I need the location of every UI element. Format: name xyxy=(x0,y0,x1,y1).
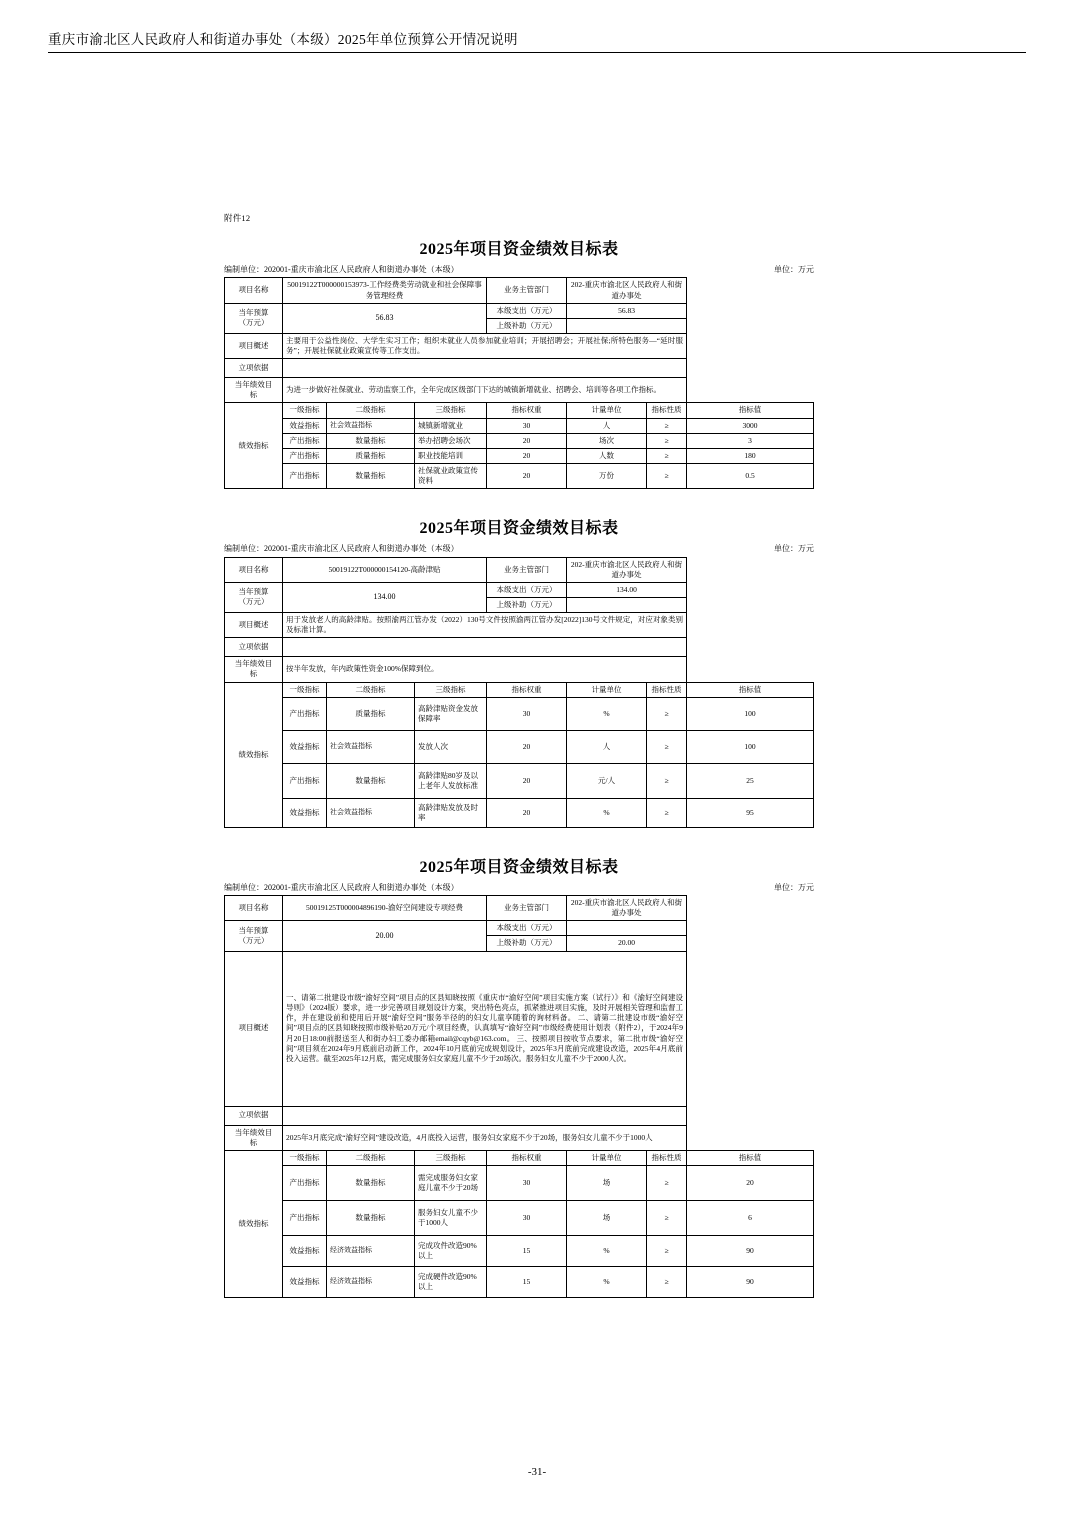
indicator-row xyxy=(225,1165,814,1200)
col-nature: 指标性质 xyxy=(647,403,687,418)
indicator-lv3: 社保就业政策宣传资料 xyxy=(415,463,487,488)
label-annual-goal: 当年绩效目 标 xyxy=(225,378,283,403)
indicator-value: 3 xyxy=(687,433,814,448)
label-own-spend: 本级支出（万元） xyxy=(487,582,567,597)
value-current-budget: 20.00 xyxy=(283,921,487,951)
label-upper-subsidy: 上级补助（万元） xyxy=(487,318,567,333)
label-perf-indicator: 绩效指标 xyxy=(225,682,283,827)
label-current-budget: 当年预算 （万元） xyxy=(225,921,283,951)
indicator-row xyxy=(225,1200,814,1235)
indicator-row xyxy=(225,448,814,463)
amount-unit-note: 单位：万元 xyxy=(774,265,814,274)
label-dept: 业务主管部门 xyxy=(487,278,567,303)
indicator-lv3: 城镇新增就业 xyxy=(415,418,487,433)
indicator-nature: ≥ xyxy=(647,798,687,827)
indicator-lv1: 产出指标 xyxy=(283,1165,327,1200)
label-own-spend: 本级支出（万元） xyxy=(487,303,567,318)
indicator-nature: ≥ xyxy=(647,1235,687,1266)
value-current-budget: 56.83 xyxy=(283,303,487,333)
indicator-lv3: 高龄津贴80岁及以上老年人发放标准 xyxy=(415,763,487,798)
col-lv2: 二级指标 xyxy=(327,403,415,418)
value-annual-goal: 按半年发放，年内政策性资金100%保障到位。 xyxy=(283,657,687,682)
indicator-nature: ≥ xyxy=(647,697,687,730)
table-title: 2025年项目资金绩效目标表 xyxy=(419,241,619,258)
indicator-weight: 30 xyxy=(487,418,567,433)
compiler-unit: 编制单位：202001-重庆市渝北区人民政府人和街道办事处（本级） xyxy=(224,265,459,274)
table-row xyxy=(225,403,814,418)
label-project-summary: 项目概述 xyxy=(225,613,283,638)
label-project-name: 项目名称 xyxy=(225,278,283,303)
col-value: 指标值 xyxy=(687,1150,814,1165)
indicator-value: 100 xyxy=(687,730,814,763)
table-row xyxy=(225,921,814,936)
col-nature: 指标性质 xyxy=(647,682,687,697)
indicator-row xyxy=(225,1235,814,1266)
performance-table xyxy=(224,277,814,489)
label-annual-goal: 当年绩效目 标 xyxy=(225,657,283,682)
indicator-lv1: 效益指标 xyxy=(283,1266,327,1297)
indicator-unit: 场 xyxy=(567,1200,647,1235)
label-current-budget: 当年预算 （万元） xyxy=(225,582,283,612)
indicator-value: 180 xyxy=(687,448,814,463)
indicator-row xyxy=(225,463,814,488)
table-row xyxy=(225,951,814,1106)
compiler-unit: 编制单位：202001-重庆市渝北区人民政府人和街道办事处（本级） xyxy=(224,882,459,892)
indicator-lv1: 产出指标 xyxy=(283,763,327,798)
indicator-lv1: 效益指标 xyxy=(283,798,327,827)
indicator-lv2: 经济效益指标 xyxy=(327,1235,415,1266)
amount-unit-note: 单位：万元 xyxy=(774,882,814,892)
indicator-row xyxy=(225,433,814,448)
table-row xyxy=(225,657,814,682)
value-own-spend xyxy=(567,921,687,936)
indicator-lv3: 发放人次 xyxy=(415,730,487,763)
indicator-weight: 15 xyxy=(487,1266,567,1297)
indicator-nature: ≥ xyxy=(647,730,687,763)
indicator-lv2: 数量指标 xyxy=(327,463,415,488)
performance-table-section xyxy=(224,854,814,1298)
amount-unit-note: 单位：万元 xyxy=(774,544,814,554)
col-unit: 计量单位 xyxy=(567,1150,647,1165)
indicator-lv3: 高龄津贴发放及时率 xyxy=(415,798,487,827)
indicator-unit: 场 xyxy=(567,1165,647,1200)
col-weight: 指标权重 xyxy=(487,403,567,418)
indicator-lv1: 效益指标 xyxy=(283,730,327,763)
indicator-weight: 20 xyxy=(487,730,567,763)
page-header: 重庆市渝北区人民政府人和街道办事处（本级）2025年单位预算公开情况说明 xyxy=(48,32,518,47)
indicator-nature: ≥ xyxy=(647,1200,687,1235)
table-row xyxy=(225,557,814,582)
table-meta xyxy=(224,883,814,893)
performance-table xyxy=(224,895,814,1298)
table-row xyxy=(225,278,814,303)
indicator-lv2: 质量指标 xyxy=(327,697,415,730)
label-perf-indicator: 绩效指标 xyxy=(225,1150,283,1297)
indicator-row xyxy=(225,1266,814,1297)
indicator-lv3: 完成攻件改造90%以上 xyxy=(415,1235,487,1266)
indicator-weight: 20 xyxy=(487,763,567,798)
indicator-lv2: 经济效益指标 xyxy=(327,1266,415,1297)
indicator-value: 3000 xyxy=(687,418,814,433)
value-own-spend: 56.83 xyxy=(567,303,687,318)
indicator-lv1: 产出指标 xyxy=(283,1200,327,1235)
value-project-name: 50019125T000004896190-渝好空间建设专项经费 xyxy=(283,896,487,921)
document-body xyxy=(224,212,814,1298)
indicator-nature: ≥ xyxy=(647,418,687,433)
indicator-lv2: 社会效益指标 xyxy=(327,418,415,433)
value-approval-basis xyxy=(283,359,687,378)
indicator-unit: % xyxy=(567,697,647,730)
indicator-lv1: 产出指标 xyxy=(283,697,327,730)
col-lv3: 三级指标 xyxy=(415,403,487,418)
label-project-summary: 项目概述 xyxy=(225,951,283,1106)
indicator-lv2: 数量指标 xyxy=(327,1200,415,1235)
label-project-name: 项目名称 xyxy=(225,896,283,921)
value-current-budget: 134.00 xyxy=(283,582,487,612)
value-annual-goal: 为进一步做好社保就业、劳动监察工作，全年完成区级部门下达的城镇新增就业、招聘会、培训等各项工作指标。 xyxy=(283,378,687,403)
table-row xyxy=(225,303,814,318)
label-current-budget: 当年预算 （万元） xyxy=(225,303,283,333)
col-lv2: 二级指标 xyxy=(327,682,415,697)
indicator-weight: 30 xyxy=(487,1200,567,1235)
value-upper-subsidy: 20.00 xyxy=(567,936,687,951)
col-value: 指标值 xyxy=(687,403,814,418)
indicator-lv3: 职业技能培训 xyxy=(415,448,487,463)
indicator-row xyxy=(225,418,814,433)
label-project-name: 项目名称 xyxy=(225,557,283,582)
table-meta xyxy=(224,544,814,554)
compiler-unit: 编制单位：202001-重庆市渝北区人民政府人和街道办事处（本级） xyxy=(224,544,459,554)
indicator-unit: 场次 xyxy=(567,433,647,448)
label-upper-subsidy: 上级补助（万元） xyxy=(487,936,567,951)
indicator-unit: 万份 xyxy=(567,463,647,488)
indicator-lv3: 服务妇女儿童不少于1000人 xyxy=(415,1200,487,1235)
indicator-lv2: 数量指标 xyxy=(327,433,415,448)
value-project-summary: 用于发放老人的高龄津贴。按照渝两江管办发（2022）130号文件按照渝两江管办发[2022]130号文件规定，对应对象类别及标准计算。 xyxy=(283,613,687,638)
col-lv1: 一级指标 xyxy=(283,403,327,418)
col-lv1: 一级指标 xyxy=(283,1150,327,1165)
table-row xyxy=(225,613,814,638)
table-row xyxy=(225,1125,814,1150)
indicator-lv3: 高龄津贴资金发放保障率 xyxy=(415,697,487,730)
table-row xyxy=(225,1106,814,1125)
col-weight: 指标权重 xyxy=(487,682,567,697)
indicator-unit: % xyxy=(567,1235,647,1266)
indicator-lv2: 质量指标 xyxy=(327,448,415,463)
performance-table-section xyxy=(224,236,814,489)
indicator-lv1: 产出指标 xyxy=(283,463,327,488)
value-approval-basis xyxy=(283,1106,687,1125)
indicator-lv3: 完成硬件改造90%以上 xyxy=(415,1266,487,1297)
indicator-unit: 元/人 xyxy=(567,763,647,798)
col-unit: 计量单位 xyxy=(567,403,647,418)
indicator-unit: % xyxy=(567,798,647,827)
col-lv1: 一级指标 xyxy=(283,682,327,697)
indicator-lv1: 效益指标 xyxy=(283,418,327,433)
indicator-weight: 20 xyxy=(487,463,567,488)
col-unit: 计量单位 xyxy=(567,682,647,697)
indicator-value: 100 xyxy=(687,697,814,730)
indicator-unit: % xyxy=(567,1266,647,1297)
indicator-unit: 人数 xyxy=(567,448,647,463)
value-own-spend: 134.00 xyxy=(567,582,687,597)
value-upper-subsidy xyxy=(567,318,687,333)
label-approval-basis: 立项依据 xyxy=(225,359,283,378)
indicator-nature: ≥ xyxy=(647,433,687,448)
indicator-value: 0.5 xyxy=(687,463,814,488)
label-annual-goal: 当年绩效目 标 xyxy=(225,1125,283,1150)
indicator-value: 95 xyxy=(687,798,814,827)
indicator-lv1: 产出指标 xyxy=(283,448,327,463)
label-dept: 业务主管部门 xyxy=(487,557,567,582)
indicator-nature: ≥ xyxy=(647,1165,687,1200)
indicator-weight: 20 xyxy=(487,433,567,448)
value-annual-goal: 2025年3月底完成“渝好空间”建设改造，4月底投入运营，服务妇女家庭不少于20场，服务妇女儿童不少于1000人 xyxy=(283,1125,687,1150)
performance-table xyxy=(224,557,814,828)
table-row xyxy=(225,1150,814,1165)
indicator-row xyxy=(225,763,814,798)
value-project-name: 50019122T000000154120-高龄津贴 xyxy=(283,557,487,582)
table-title: 2025年项目资金绩效目标表 xyxy=(419,858,619,876)
label-own-spend: 本级支出（万元） xyxy=(487,921,567,936)
header-divider xyxy=(48,52,1026,53)
indicator-lv2: 社会效益指标 xyxy=(327,730,415,763)
indicator-lv3: 需完成服务妇女家庭儿童不少于20场 xyxy=(415,1165,487,1200)
table-row xyxy=(225,582,814,597)
label-dept: 业务主管部门 xyxy=(487,896,567,921)
indicator-row xyxy=(225,798,814,827)
indicator-lv2: 数量指标 xyxy=(327,763,415,798)
indicator-nature: ≥ xyxy=(647,763,687,798)
label-perf-indicator: 绩效指标 xyxy=(225,403,283,489)
value-dept: 202-重庆市渝北区人民政府人和街道办事处 xyxy=(567,557,687,582)
indicator-lv2: 数量指标 xyxy=(327,1165,415,1200)
col-weight: 指标权重 xyxy=(487,1150,567,1165)
label-project-summary: 项目概述 xyxy=(225,333,283,358)
value-project-summary: 主要用于公益性岗位、大学生实习工作；组织未就业人员参加就业培训；开展招聘会；开展社保;所特色服务—“延时服务”；开展社保就业政策宣传等工作支出。 xyxy=(283,333,687,358)
page-number: -31- xyxy=(527,1466,547,1478)
indicator-nature: ≥ xyxy=(647,448,687,463)
indicator-lv1: 效益指标 xyxy=(283,1235,327,1266)
indicator-weight: 20 xyxy=(487,798,567,827)
indicator-weight: 20 xyxy=(487,448,567,463)
col-nature: 指标性质 xyxy=(647,1150,687,1165)
label-approval-basis: 立项依据 xyxy=(225,1106,283,1125)
indicator-value: 6 xyxy=(687,1200,814,1235)
label-approval-basis: 立项依据 xyxy=(225,638,283,657)
col-value: 指标值 xyxy=(687,682,814,697)
value-dept: 202-重庆市渝北区人民政府人和街道办事处 xyxy=(567,896,687,921)
indicator-row xyxy=(225,730,814,763)
performance-table-section xyxy=(224,515,814,828)
table-meta xyxy=(224,265,814,275)
attachment-label: 附件12 xyxy=(224,213,251,223)
table-row xyxy=(225,638,814,657)
indicator-value: 90 xyxy=(687,1235,814,1266)
table-row xyxy=(225,896,814,921)
value-dept: 202-重庆市渝北区人民政府人和街道办事处 xyxy=(567,278,687,303)
col-lv3: 三级指标 xyxy=(415,1150,487,1165)
indicator-nature: ≥ xyxy=(647,463,687,488)
value-approval-basis xyxy=(283,638,687,657)
value-project-summary: 一、请第二批建设市级“渝好空间”项目点的区县知晓按照《重庆市“渝好空间”项目实施方案（试行）》和《渝好空间建设导则》（2024版）要求，进一步完善项目规划设计方案，突出特色亮点，抓紧推进项目实施，及时开展相关管理和监督工作，并在建设前和使用后开展“渝好空间”服务半径的的妇女儿童享随着的询材料备。 二、请第二批建设市级“渝好空间”项目点的区县知晓按照市级补贴20万元/个项目经费，认真填写“渝好空间”市级经费使用计划表（附件2），于2024年9月20日18:00前报送至人和街办妇工委办邮箱email@cqyb@163.com。 三、按照项目按收节点要求，第二批市级“渝好空间”项目须在2024年9月底前启动新工作，2024年10月底前完成规划设计，2025年3月底前完成建设改造，2025年4月底前投入运营。截至2025年12月底，需完成服务妇女家庭儿童不少于20场次。服务妇女儿童不少于2000人次。 xyxy=(283,951,687,1106)
indicator-unit: 人 xyxy=(567,730,647,763)
table-row xyxy=(225,378,814,403)
indicator-weight: 30 xyxy=(487,697,567,730)
indicator-lv2: 社会效益指标 xyxy=(327,798,415,827)
table-title: 2025年项目资金绩效目标表 xyxy=(419,520,619,538)
indicator-value: 90 xyxy=(687,1266,814,1297)
indicator-lv1: 产出指标 xyxy=(283,433,327,448)
indicator-value: 25 xyxy=(687,763,814,798)
indicator-value: 20 xyxy=(687,1165,814,1200)
indicator-lv3: 举办招聘会场次 xyxy=(415,433,487,448)
value-project-name: 50019122T000000153973-工作经费类劳动就业和社会保障事务管理经费 xyxy=(283,278,487,303)
indicator-weight: 30 xyxy=(487,1165,567,1200)
table-row xyxy=(225,333,814,358)
table-row xyxy=(225,359,814,378)
indicator-nature: ≥ xyxy=(647,1266,687,1297)
value-upper-subsidy xyxy=(567,597,687,612)
indicator-row xyxy=(225,697,814,730)
col-lv2: 二级指标 xyxy=(327,1150,415,1165)
indicator-weight: 15 xyxy=(487,1235,567,1266)
indicator-unit: 人 xyxy=(567,418,647,433)
table-row xyxy=(225,682,814,697)
col-lv3: 三级指标 xyxy=(415,682,487,697)
label-upper-subsidy: 上级补助（万元） xyxy=(487,597,567,612)
